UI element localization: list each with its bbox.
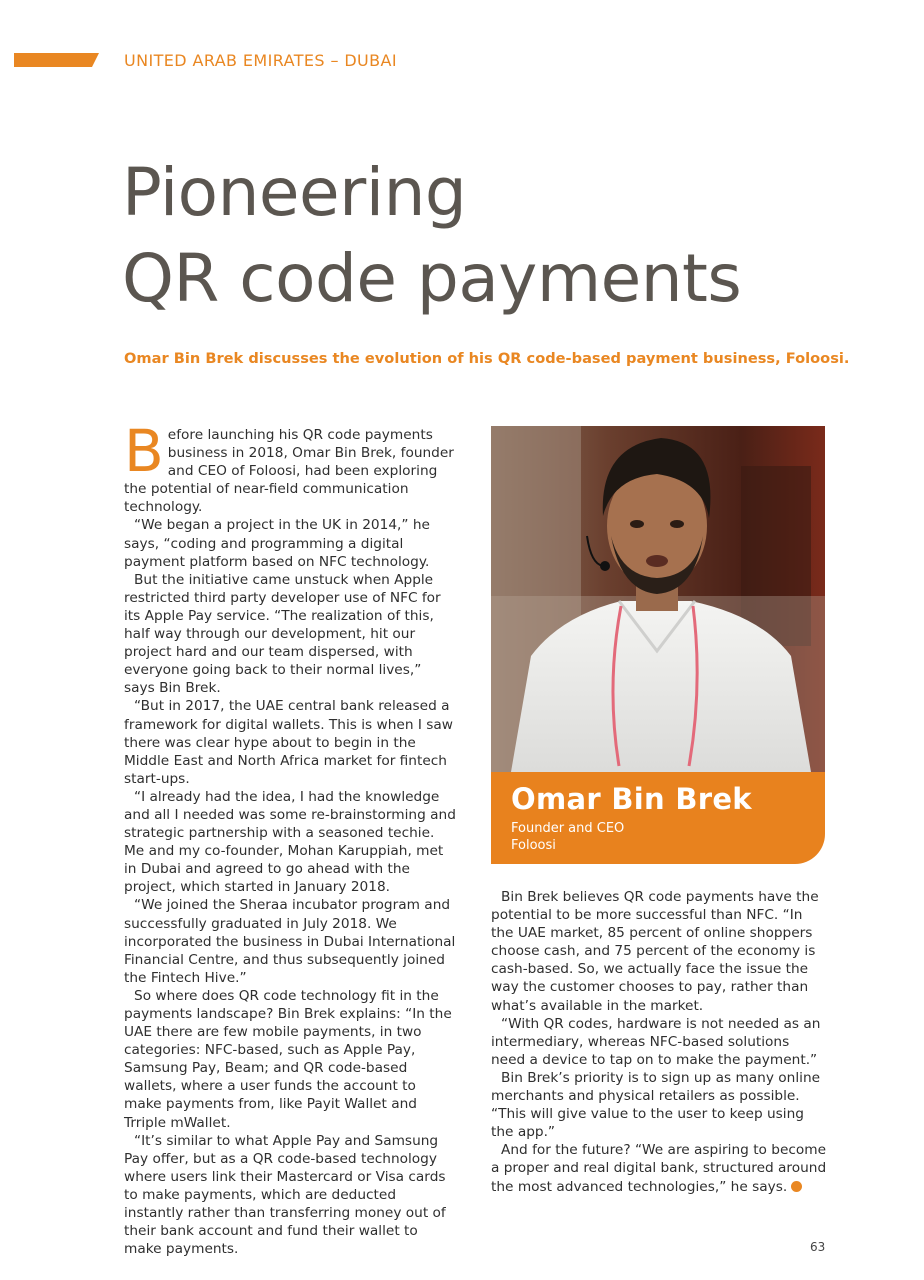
standfirst: Omar Bin Brek discusses the evolution of his QR code-based payment business, Foloosi.: [124, 350, 850, 367]
caption-role: Founder and CEO: [511, 821, 625, 836]
portrait-photo: [491, 426, 825, 772]
headline: [122, 150, 822, 322]
page-number: 63: [810, 1240, 826, 1254]
paragraph: “It’s similar to what Apple Pay and Samsung Pay offer, but as a QR code-based technology where users link their Mastercard or Visa cards to make payments, which are deducted instantly rather than transferring money out of their bank account and fund their wallet to make payments.: [124, 1132, 446, 1258]
paragraph-text: And for the future? “We are aspiring to become a proper and real digital bank, structured around the most advanced technologies,” he says.: [491, 1142, 827, 1195]
paragraph: [491, 1141, 827, 1195]
paragraph: So where does QR code technology fit in the payments landscape? Bin Brek explains: “In the UAE there are few mobile payments, in two categories: NFC-based, such as Apple Pay, Samsung Pay, Beam; and QR code-based wallets, where a user funds the account to make payments from, like Payit Wallet and Trriple mWallet.: [124, 987, 452, 1131]
paragraph: Bin Brek believes QR code payments have the potential to be more successful than NFC. “In the UAE market, 85 percent of online shoppers choose cash, and 75 percent of the economy is cash-based. So, we actually face the issue the way the customer chooses to pay, rather than what’s available in the market.: [491, 889, 819, 1014]
article-right-column: [491, 888, 827, 1196]
photo-caption: [491, 772, 825, 864]
drop-cap: B: [124, 417, 164, 485]
headline-line-2: QR code payments: [122, 240, 742, 317]
section-tag-bar: [14, 53, 99, 67]
paragraph: [124, 417, 456, 516]
headline-line-1: Pioneering: [122, 154, 467, 231]
article-left-column: [124, 417, 456, 1258]
paragraph: “But in 2017, the UAE central bank released a framework for digital wallets. This is when I saw there was clear hype about to begin in the Middle East and North Africa market for fintech start-ups.: [124, 698, 453, 787]
paragraph: “We began a project in the UK in 2014,” he says, “coding and programming a digital payment platform based on NFC technology.: [124, 517, 430, 570]
section-label: UNITED ARAB EMIRATES – DUBAI: [124, 51, 397, 70]
paragraph: “I already had the idea, I had the knowledge and all I needed was some re-brainstorming and strategic partnership with a seasoned techie. Me and my co-founder, Mohan Karuppiah, met in Dubai and agreed to go ahead with the project, which started in January 2018.: [124, 788, 456, 896]
paragraph: But the initiative came unstuck when Apple restricted third party developer use of NFC for its Apple Pay service. “The realization of this, half way through our development, hit our project hard and our team dispersed, with everyone going back to their normal lives,” says Bin Brek.: [124, 571, 441, 697]
caption-organization: Foloosi: [511, 838, 556, 853]
paragraph: Bin Brek’s priority is to sign up as many online merchants and physical retailers as possible. “This will give value to the user to keep using the app.”: [491, 1069, 821, 1141]
caption-name: Omar Bin Brek: [511, 782, 752, 816]
end-mark-icon: [791, 1181, 802, 1192]
paragraph-text: efore launching his QR code payments business in 2018, Omar Bin Brek, founder and CEO of Foloosi, had been exploring the potential of near-field communication technology.: [124, 427, 454, 516]
paragraph: “With QR codes, hardware is not needed as an intermediary, whereas NFC-based solutions need a device to tap on to make the payment.”: [491, 1015, 821, 1068]
paragraph: “We joined the Sheraa incubator program and successfully graduated in July 2018. We incorporated the business in Dubai International Financial Centre, and thus subsequently joined the Fintech Hive.”: [124, 897, 456, 986]
